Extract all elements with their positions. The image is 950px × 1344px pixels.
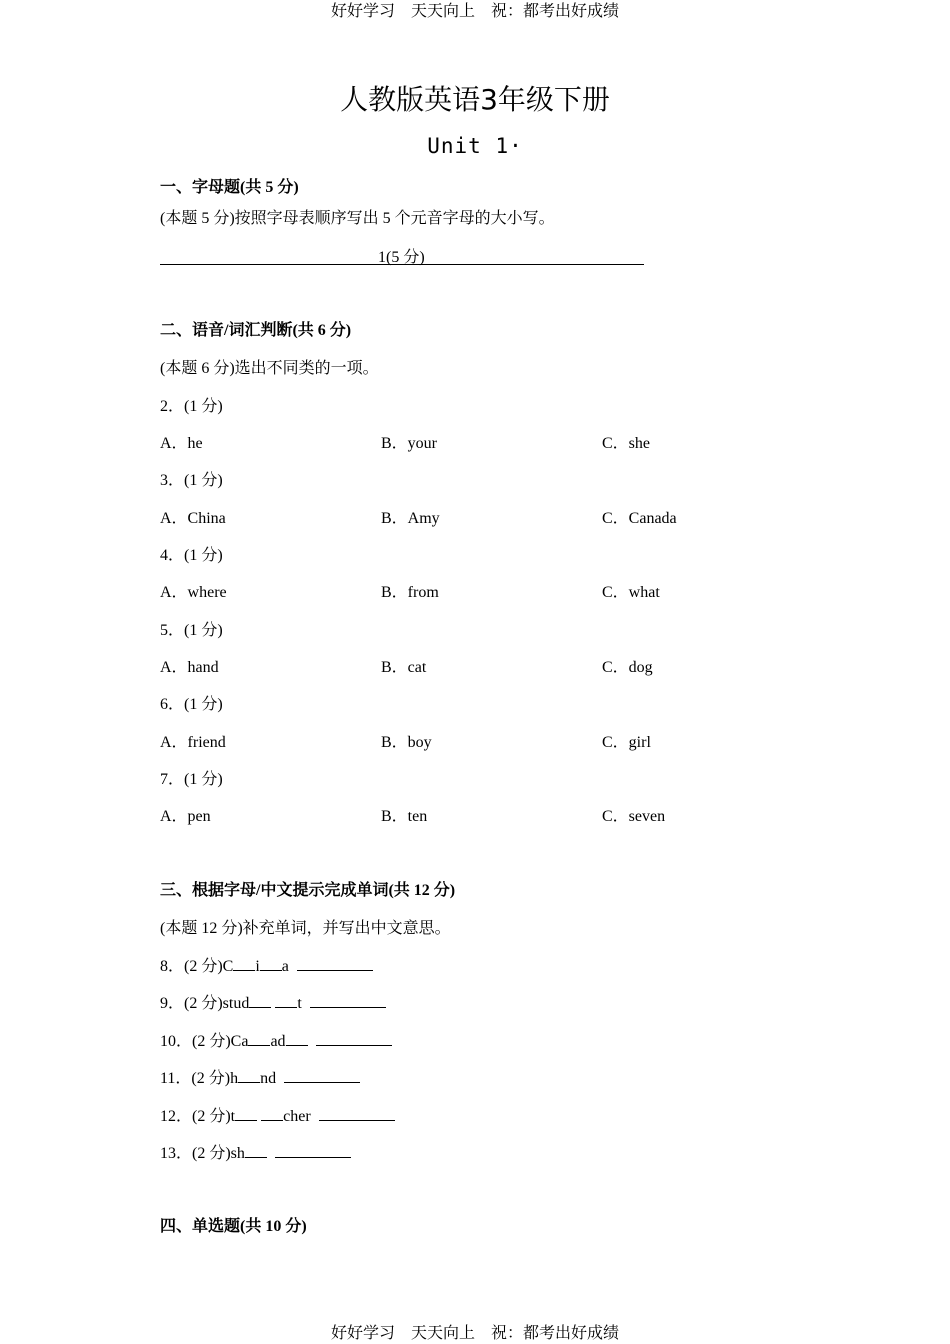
letter-blank[interactable] — [261, 1106, 283, 1121]
fill-item-8 — [160, 953, 373, 976]
item-number: 9．(2 分) — [160, 995, 223, 1012]
option-a[interactable]: A．China — [160, 510, 226, 527]
letter-blank[interactable] — [249, 993, 271, 1008]
word-part: i — [255, 958, 260, 975]
letter-blank[interactable] — [286, 1031, 308, 1046]
item-number: 11．(2 分) — [160, 1070, 231, 1087]
word-part: a — [281, 958, 289, 975]
option-a[interactable]: A．hand — [160, 659, 219, 676]
meaning-blank[interactable] — [284, 1068, 360, 1083]
option-b[interactable]: B．cat — [381, 659, 427, 676]
option-a[interactable]: A．he — [160, 435, 203, 452]
item-number: 13．(2 分) — [160, 1145, 231, 1162]
word-part: t — [297, 995, 302, 1012]
letter-blank[interactable] — [260, 956, 282, 971]
option-b[interactable]: B．Amy — [381, 510, 440, 527]
word-part: cher — [283, 1108, 311, 1125]
letter-blank[interactable] — [235, 1106, 257, 1121]
question-label: 6．(1 分) — [160, 696, 223, 713]
option-c[interactable]: C．what — [602, 584, 660, 601]
letter-blank[interactable] — [275, 993, 297, 1008]
meaning-blank[interactable] — [310, 993, 386, 1008]
section-3-instruction: (本题 12 分)补充单词，并写出中文意思。 — [160, 920, 451, 937]
option-a[interactable]: A．where — [160, 584, 227, 601]
letter-blank[interactable] — [245, 1143, 267, 1158]
option-c[interactable]: C．dog — [602, 659, 653, 676]
word-part: t — [230, 1108, 236, 1125]
fill-item-9 — [160, 990, 386, 1013]
fill-item-12 — [160, 1103, 395, 1126]
item-number: 12．(2 分) — [160, 1108, 231, 1125]
question-label: 7．(1 分) — [160, 771, 223, 788]
section-1-heading: 一、字母题(共 5 分) — [160, 179, 299, 196]
option-b[interactable]: B．from — [381, 584, 439, 601]
section-4-heading: 四、单选题(共 10 分) — [160, 1218, 307, 1235]
option-b[interactable]: B．boy — [381, 734, 432, 751]
meaning-blank[interactable] — [319, 1106, 395, 1121]
unit-subtitle: Unit 1· — [427, 134, 523, 158]
section-1-instruction: (本题 5 分)按照字母表顺序写出 5 个元音字母的大小写。 — [160, 210, 555, 227]
fill-item-11 — [160, 1065, 360, 1088]
option-c[interactable]: C．seven — [602, 808, 666, 825]
option-c[interactable]: C．she — [602, 435, 651, 452]
page-header: 好好学习 天天向上 祝：都考出好成绩 — [330, 1, 619, 20]
word-part: C — [222, 958, 234, 975]
option-b[interactable]: B．ten — [381, 808, 428, 825]
section-2-heading: 二、语音/词汇判断(共 6 分) — [160, 322, 352, 339]
word-part: h — [230, 1070, 239, 1087]
option-a[interactable]: A．friend — [160, 734, 226, 751]
meaning-blank[interactable] — [297, 956, 373, 971]
word-part: stud — [222, 995, 250, 1012]
word-part: sh — [230, 1145, 245, 1162]
page-title: 人教版英语3年级下册 — [340, 83, 610, 116]
word-part: ad — [270, 1033, 286, 1050]
section-2-instruction: (本题 6 分)选出不同类的一项。 — [160, 360, 379, 377]
answer-line-1[interactable] — [160, 244, 644, 265]
blank-label: 1(5 分) — [378, 249, 425, 266]
question-label: 5．(1 分) — [160, 622, 223, 639]
fill-item-10 — [160, 1028, 392, 1051]
option-b[interactable]: B．your — [381, 435, 438, 452]
word-part: nd — [260, 1070, 277, 1087]
meaning-blank[interactable] — [275, 1143, 351, 1158]
letter-blank[interactable] — [233, 956, 255, 971]
question-label: 4．(1 分) — [160, 547, 223, 564]
question-label: 3．(1 分) — [160, 472, 223, 489]
letter-blank[interactable] — [248, 1031, 270, 1046]
option-c[interactable]: C．Canada — [602, 510, 677, 527]
page-footer: 好好学习 天天向上 祝：都考出好成绩 — [330, 1323, 619, 1342]
section-3-heading: 三、根据字母/中文提示完成单词(共 12 分) — [160, 882, 456, 899]
letter-blank[interactable] — [238, 1068, 260, 1083]
word-part: Ca — [230, 1033, 249, 1050]
item-number: 8．(2 分) — [160, 958, 223, 975]
question-label: 2．(1 分) — [160, 398, 223, 415]
item-number: 10．(2 分) — [160, 1033, 231, 1050]
meaning-blank[interactable] — [316, 1031, 392, 1046]
option-c[interactable]: C．girl — [602, 734, 651, 751]
fill-item-13 — [160, 1140, 351, 1163]
option-a[interactable]: A．pen — [160, 808, 211, 825]
